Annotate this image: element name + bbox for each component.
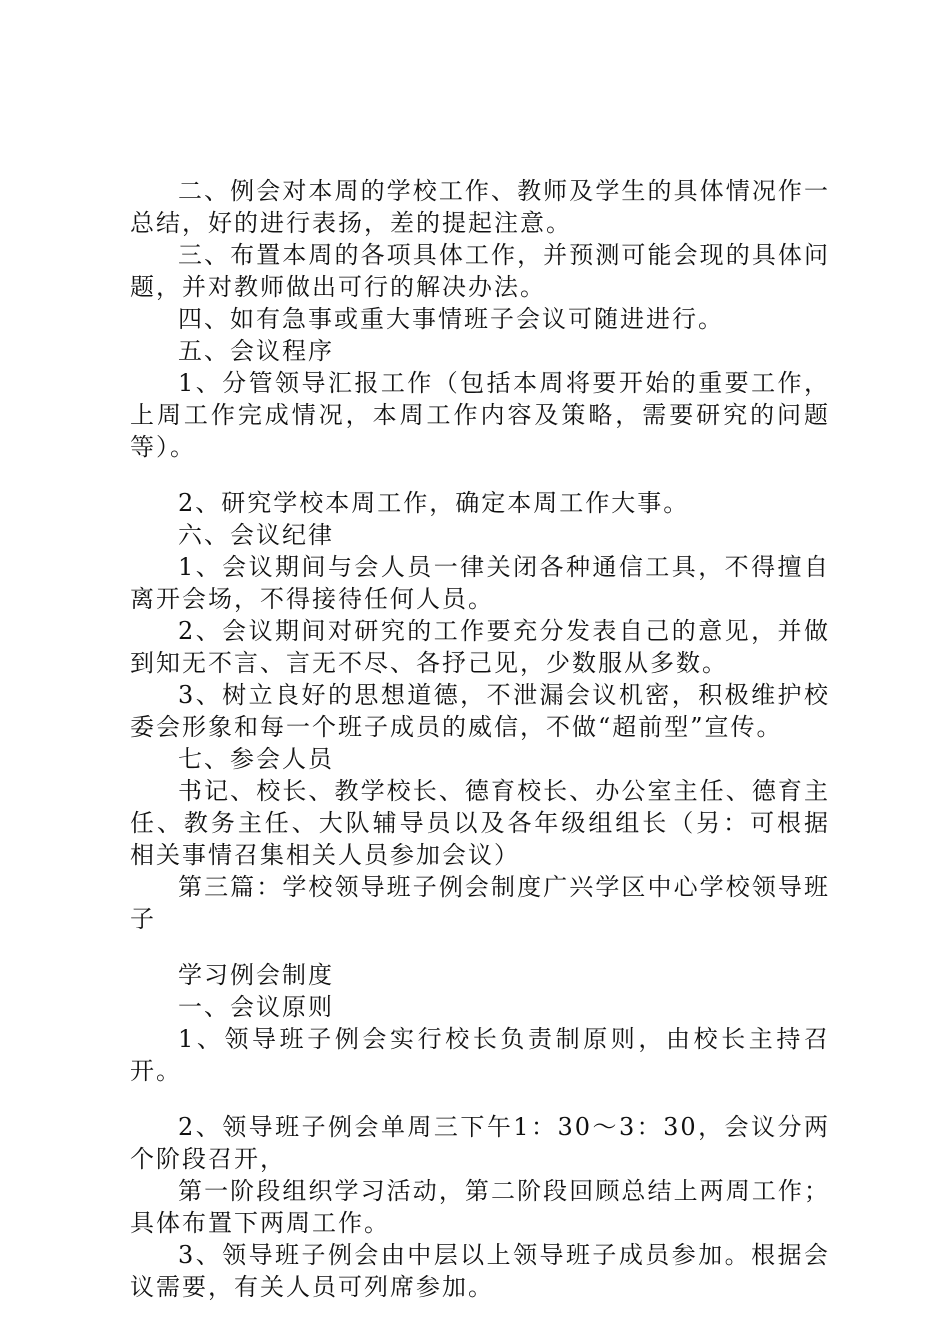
- paragraph: 1、领导班子例会实行校长负责制原则，由校长主持召开。: [130, 1025, 830, 1085]
- paragraph: 2、会议期间对研究的工作要充分发表自己的意见，并做到知无不言、言无不尽、各抒己见，少数服从多数。: [130, 617, 830, 677]
- section-heading: 五、会议程序: [178, 337, 334, 365]
- paragraph: 1、分管领导汇报工作（包括本周将要开始的重要工作，上周工作完成情况，本周工作内容及策略，需要研究的问题等）。: [130, 369, 830, 461]
- paragraph: 第一阶段组织学习活动，第二阶段回顾总结上两周工作；具体布置下两周工作。: [130, 1177, 830, 1237]
- blank-line: [130, 463, 830, 487]
- paragraph: 二、例会对本周的学校工作、教师及学生的具体情况作一总结，好的进行表扬，差的提起注意。: [130, 177, 830, 237]
- blank-line: [130, 935, 830, 959]
- document-body: [130, 175, 830, 1303]
- paragraph: 2、研究学校本周工作，确定本周工作大事。: [178, 489, 690, 517]
- paragraph: 三、布置本周的各项具体工作，并预测可能会现的具体问题，并对教师做出可行的解决办法。: [130, 241, 830, 301]
- paragraph: 3、树立良好的思想道德，不泄漏会议机密，积极维护校委会形象和每一个班子成员的威信，不做“超前型”宣传。: [130, 681, 830, 741]
- section-heading: 一、会议原则: [178, 993, 334, 1021]
- paragraph: 书记、校长、教学校长、德育校长、办公室主任、德育主任、教务主任、大队辅导员以及各年级组组长（另：可根据相关事情召集相关人员参加会议）: [130, 777, 830, 869]
- section-heading: 六、会议纪律: [178, 521, 334, 549]
- paragraph: 2、领导班子例会单周三下午1：30～3：30，会议分两个阶段召开，: [130, 1113, 830, 1173]
- blank-line: [130, 1087, 830, 1111]
- section-heading: 七、参会人员: [178, 745, 334, 773]
- paragraph: 1、会议期间与会人员一律关闭各种通信工具，不得擅自离开会场，不得接待任何人员。: [130, 553, 830, 613]
- paragraph: 3、领导班子例会由中层以上领导班子成员参加。根据会议需要，有关人员可列席参加。: [130, 1241, 830, 1301]
- paragraph: 四、如有急事或重大事情班子会议可随进进行。: [178, 305, 724, 333]
- chapter-heading: 第三篇：学校领导班子例会制度广兴学区中心学校领导班子: [130, 873, 830, 933]
- paragraph: 学习例会制度: [178, 961, 334, 989]
